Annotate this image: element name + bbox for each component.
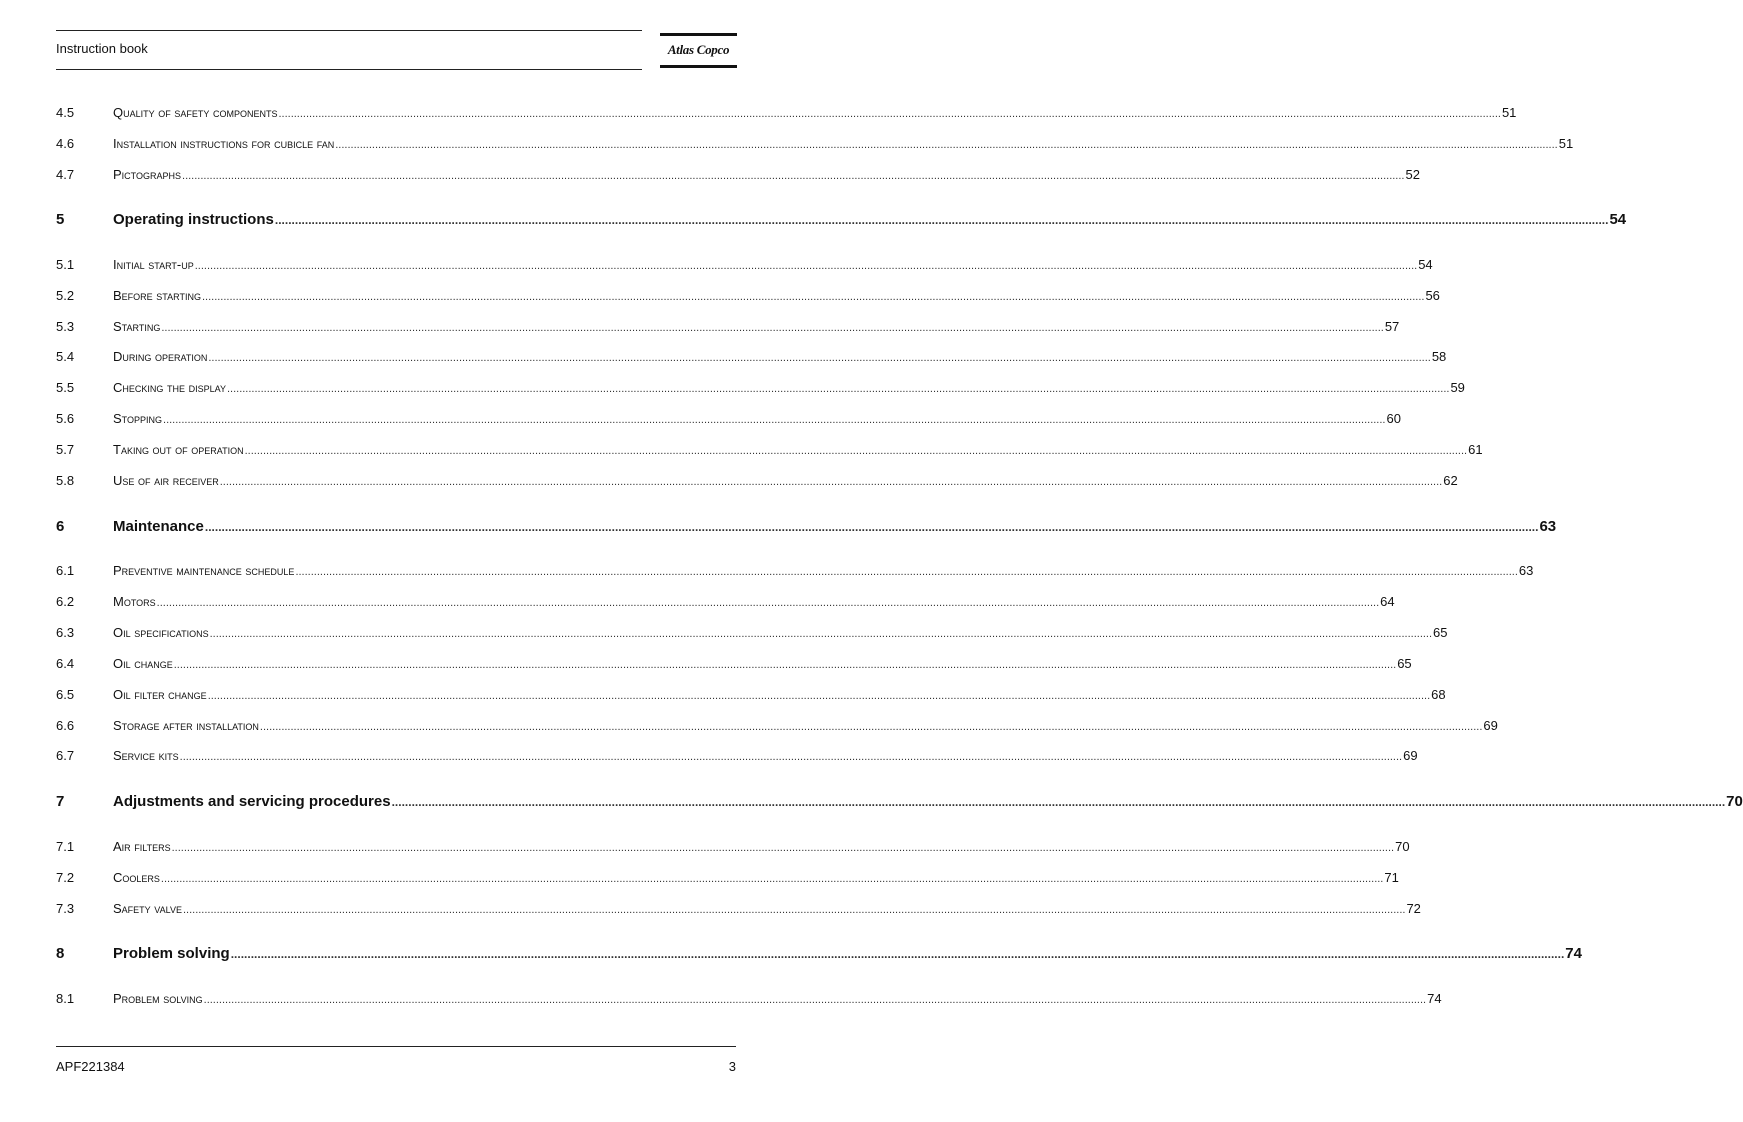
- toc-entry-number: 4.5: [56, 105, 75, 120]
- toc-entry-title[interactable]: Storage after installation: [113, 718, 259, 733]
- toc-section-row[interactable]: [56, 625, 1448, 643]
- toc-dot-leader: ................................................................................................................................................................................................................................................................................................................................................................................................................: [219, 476, 1443, 488]
- header-top-rule: [56, 30, 642, 31]
- toc-dot-leader: ................................................................................................................................................................................................................................................................................................................................................................................................................: [278, 108, 1501, 120]
- toc-dot-leader: ................................................................................................................................................................................................................................................................................................................................................................................................................: [160, 873, 1384, 885]
- logo-bottom-bar: [660, 65, 737, 68]
- toc-entry-page: 65: [1397, 656, 1412, 671]
- toc-section-row[interactable]: [56, 167, 1420, 185]
- toc-section-row[interactable]: [56, 136, 1574, 154]
- toc-entry-number: 5.6: [56, 411, 75, 426]
- toc-entry-number: 6.5: [56, 687, 75, 702]
- toc-entry-title[interactable]: Preventive maintenance schedule: [113, 563, 295, 578]
- toc-chapter-row[interactable]: [56, 793, 1743, 811]
- toc-dot-leader: ................................................................................................................................................................................................................................................................................................................................................................................................................: [201, 291, 1425, 303]
- toc-entry-page: 65: [1433, 625, 1448, 640]
- toc-entry-title[interactable]: Operating instructions: [113, 211, 274, 228]
- toc-entry-title[interactable]: During operation: [113, 349, 208, 364]
- toc-dot-leader: ................................................................................................................................................................................................................................................................................................................................................................................................................: [391, 795, 1726, 809]
- toc-entry-page: 62: [1443, 473, 1458, 488]
- toc-section-row[interactable]: [56, 563, 1534, 581]
- toc-entry-title[interactable]: Installation instructions for cubicle fan: [113, 136, 335, 151]
- toc-entry-page: 68: [1431, 687, 1446, 702]
- toc-entry-title[interactable]: Problem solving: [113, 945, 230, 962]
- document-number: APF221384: [56, 1059, 125, 1074]
- toc-entry-number: 5.8: [56, 473, 75, 488]
- toc-entry-title[interactable]: Quality of safety components: [113, 105, 278, 120]
- toc-dot-leader: ................................................................................................................................................................................................................................................................................................................................................................................................................: [156, 597, 1380, 609]
- footer-rule: [56, 1046, 736, 1047]
- toc-entry-number: 6.6: [56, 718, 75, 733]
- toc-entry-number: 6: [56, 518, 65, 535]
- toc-dot-leader: ................................................................................................................................................................................................................................................................................................................................................................................................................: [179, 751, 1403, 763]
- toc-dot-leader: ................................................................................................................................................................................................................................................................................................................................................................................................................: [203, 994, 1427, 1006]
- toc-entry-title[interactable]: Oil filter change: [113, 687, 207, 702]
- toc-entry-title[interactable]: Adjustments and servicing procedures: [113, 793, 391, 810]
- toc-entry-title[interactable]: Starting: [113, 319, 161, 334]
- toc-dot-leader: ................................................................................................................................................................................................................................................................................................................................................................................................................: [204, 520, 1539, 534]
- toc-dot-leader: ................................................................................................................................................................................................................................................................................................................................................................................................................: [163, 414, 1386, 426]
- toc-section-row[interactable]: [56, 319, 1400, 337]
- toc-section-row[interactable]: [56, 870, 1399, 888]
- toc-entry-number: 7.2: [56, 870, 75, 885]
- toc-entry-page: 57: [1384, 319, 1400, 334]
- toc-dot-leader: ................................................................................................................................................................................................................................................................................................................................................................................................................: [173, 659, 1397, 671]
- toc-entry-title[interactable]: Maintenance: [113, 518, 204, 535]
- atlas-copco-logo: [660, 33, 737, 69]
- toc-entry-title[interactable]: Coolers: [113, 870, 160, 885]
- toc-section-row[interactable]: [56, 594, 1395, 612]
- toc-entry-number: 6.4: [56, 656, 75, 671]
- toc-entry-title[interactable]: Oil specifications: [113, 625, 209, 640]
- toc-entry-page: 59: [1450, 380, 1465, 395]
- toc-entry-page: 69: [1403, 748, 1418, 763]
- toc-dot-leader: ................................................................................................................................................................................................................................................................................................................................................................................................................: [230, 947, 1565, 961]
- toc-entry-title[interactable]: Initial start-up: [113, 257, 194, 272]
- header-bottom-rule: [56, 69, 642, 70]
- toc-entry-page: 54: [1418, 257, 1433, 272]
- toc-section-row[interactable]: [56, 380, 1465, 398]
- toc-entry-title[interactable]: Oil change: [113, 656, 173, 671]
- toc-section-row[interactable]: [56, 748, 1418, 766]
- toc-entry-page: 61: [1468, 442, 1483, 457]
- toc-entry-title[interactable]: Air filters: [113, 839, 171, 854]
- toc-entry-number: 5: [56, 211, 65, 228]
- toc-entry-number: 7.1: [56, 839, 75, 854]
- toc-entry-number: 6.1: [56, 563, 75, 578]
- toc-dot-leader: ................................................................................................................................................................................................................................................................................................................................................................................................................: [335, 139, 1558, 151]
- toc-entry-title[interactable]: Checking the display: [113, 380, 226, 395]
- toc-entry-number: 5.7: [56, 442, 75, 457]
- logo-top-bar: [660, 33, 737, 36]
- toc-section-row[interactable]: [56, 991, 1442, 1009]
- toc-section-row[interactable]: [56, 105, 1517, 123]
- toc-entry-page: 56: [1425, 288, 1440, 303]
- toc-entry-number: 7: [56, 793, 65, 810]
- toc-entry-number: 6.3: [56, 625, 75, 640]
- toc-entry-page: 63: [1539, 518, 1557, 535]
- toc-dot-leader: ................................................................................................................................................................................................................................................................................................................................................................................................................: [171, 842, 1395, 854]
- toc-entry-number: 8.1: [56, 991, 75, 1006]
- toc-section-row[interactable]: [56, 349, 1447, 367]
- toc-entry-title[interactable]: Problem solving: [113, 991, 203, 1006]
- toc-dot-leader: ................................................................................................................................................................................................................................................................................................................................................................................................................: [209, 628, 1433, 640]
- toc-entry-title[interactable]: Safety valve: [113, 901, 182, 916]
- toc-entry-page: 74: [1565, 945, 1582, 962]
- toc-dot-leader: ................................................................................................................................................................................................................................................................................................................................................................................................................: [182, 904, 1406, 916]
- toc-entry-number: 5.1: [56, 257, 75, 272]
- toc-chapter-row[interactable]: [56, 211, 1627, 229]
- toc-dot-leader: ................................................................................................................................................................................................................................................................................................................................................................................................................: [194, 260, 1418, 272]
- toc-section-row[interactable]: [56, 839, 1410, 857]
- header-title: Instruction book: [56, 41, 148, 56]
- toc-chapter-row[interactable]: [56, 518, 1557, 536]
- toc-entry-page: 63: [1518, 563, 1534, 578]
- toc-entry-page: 51: [1558, 136, 1574, 151]
- toc-entry-page: 72: [1406, 901, 1421, 916]
- toc-section-row[interactable]: [56, 442, 1483, 460]
- toc-entry-number: 6.2: [56, 594, 75, 609]
- toc-entry-number: 5.5: [56, 380, 75, 395]
- toc-section-row[interactable]: [56, 257, 1433, 275]
- toc-entry-title[interactable]: Before starting: [113, 288, 201, 303]
- toc-entry-page: 70: [1395, 839, 1410, 854]
- toc-entry-page: 70: [1726, 793, 1743, 810]
- toc-dot-leader: ................................................................................................................................................................................................................................................................................................................................................................................................................: [161, 322, 1384, 334]
- toc-section-row[interactable]: [56, 656, 1412, 674]
- toc-entry-number: 5.4: [56, 349, 75, 364]
- toc-dot-leader: ................................................................................................................................................................................................................................................................................................................................................................................................................: [208, 352, 1431, 364]
- toc-entry-page: 54: [1609, 211, 1627, 228]
- toc-entry-number: 6.7: [56, 748, 75, 763]
- toc-dot-leader: ................................................................................................................................................................................................................................................................................................................................................................................................................: [259, 721, 1483, 733]
- page-number: 3: [728, 1059, 736, 1074]
- toc-dot-leader: ................................................................................................................................................................................................................................................................................................................................................................................................................: [226, 383, 1450, 395]
- toc-dot-leader: ................................................................................................................................................................................................................................................................................................................................................................................................................: [274, 213, 1609, 227]
- toc-chapter-row[interactable]: [56, 945, 1582, 963]
- toc-entry-title[interactable]: Taking out of operation: [113, 442, 244, 457]
- toc-entry-number: 4.6: [56, 136, 75, 151]
- toc-dot-leader: ................................................................................................................................................................................................................................................................................................................................................................................................................: [182, 170, 1405, 182]
- toc-entry-number: 5.2: [56, 288, 75, 303]
- toc-entry-page: 51: [1501, 105, 1517, 120]
- toc-entry-title[interactable]: Service kits: [113, 748, 179, 763]
- toc-section-row[interactable]: [56, 288, 1440, 306]
- toc-entry-page: 64: [1380, 594, 1395, 609]
- toc-entry-title[interactable]: Stopping: [113, 411, 163, 426]
- toc-entry-title[interactable]: Use of air receiver: [113, 473, 219, 488]
- toc-entry-page: 71: [1384, 870, 1399, 885]
- toc-section-row[interactable]: [56, 901, 1421, 919]
- toc-section-row[interactable]: [56, 718, 1498, 736]
- toc-dot-leader: ................................................................................................................................................................................................................................................................................................................................................................................................................: [295, 566, 1518, 578]
- toc-entry-page: 52: [1405, 167, 1420, 182]
- toc-entry-number: 5.3: [56, 319, 75, 334]
- toc-section-row[interactable]: [56, 687, 1446, 705]
- toc-dot-leader: ................................................................................................................................................................................................................................................................................................................................................................................................................: [207, 690, 1431, 702]
- toc-entry-number: 8: [56, 945, 65, 962]
- toc-entry-page: 58: [1431, 349, 1447, 364]
- toc-entry-page: 74: [1427, 991, 1442, 1006]
- toc-entry-page: 69: [1483, 718, 1498, 733]
- toc-entry-number: 7.3: [56, 901, 75, 916]
- toc-section-row[interactable]: [56, 473, 1458, 491]
- toc-entry-page: 60: [1386, 411, 1401, 426]
- toc-dot-leader: ................................................................................................................................................................................................................................................................................................................................................................................................................: [244, 445, 1468, 457]
- toc-entry-number: 4.7: [56, 167, 75, 182]
- toc-entry-title[interactable]: Pictographs: [113, 167, 182, 182]
- toc-section-row[interactable]: [56, 411, 1401, 429]
- toc-entry-title[interactable]: Motors: [113, 594, 156, 609]
- logo-text: Atlas Copco: [667, 42, 730, 57]
